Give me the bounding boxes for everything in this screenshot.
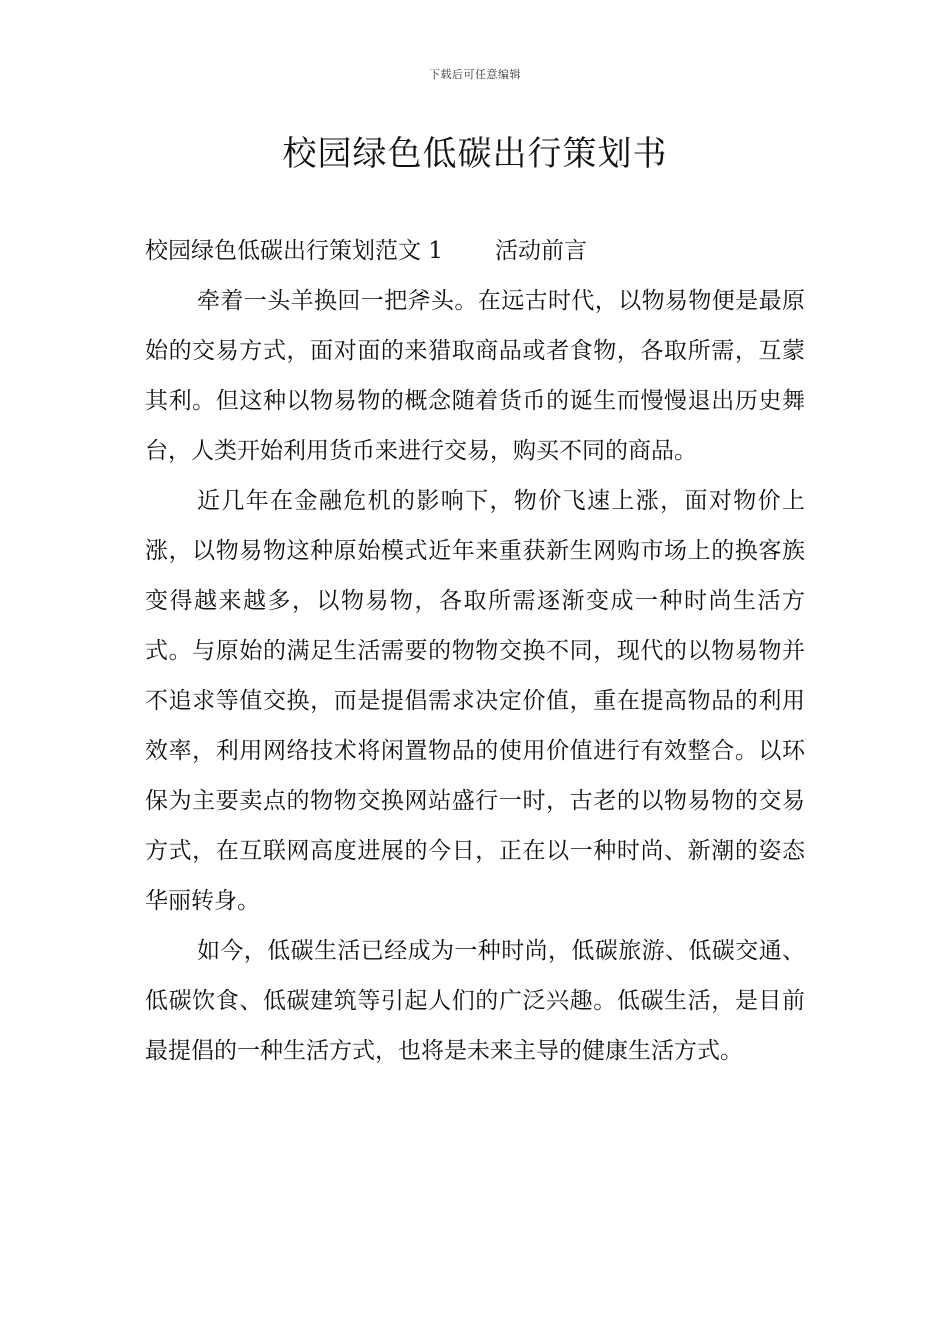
header-note: 下载后可任意编辑 bbox=[429, 68, 521, 81]
paragraph: 如今，低碳生活已经成为一种时尚，低碳旅游、低碳交通、低碳饮食、低碳建筑等引起人们的广泛兴趣。低碳生活，是目前最提倡的一种生活方式，也将是未来主导的健康生活方式。 bbox=[145, 938, 805, 1064]
paragraph: 牵着一头羊换回一把斧头。在远古时代，以物易物便是最原始的交易方式，面对面的来猎取商品或者食物，各取所需，互蒙其利。但这种以物易物的概念随着货币的诞生而慢慢退出历史舞台，人类开始利用货币来进行交易，购买不同的商品。 bbox=[145, 288, 805, 464]
section-heading-right: 活动前言 bbox=[494, 238, 587, 264]
document-body bbox=[145, 226, 805, 1076]
section-heading-line bbox=[145, 226, 805, 276]
paragraph: 近几年在金融危机的影响下，物价飞速上涨，面对物价上涨，以物易物这种原始模式近年来重获新生网购市场上的换客族变得越来越多，以物易物，各取所需逐渐变成一种时尚生活方式。与原始的满足生活需要的物物交换不同，现代的以物易物并不追求等值交换，而是提倡需求决定价值，重在提高物品的利用效率，利用网络技术将闲置物品的使用价值进行有效整合。以环保为主要卖点的物物交换网站盛行一时，古老的以物易物的交易方式，在互联网高度进展的今日，正在以一种时尚、新潮的姿态华丽转身。 bbox=[145, 488, 805, 914]
section-heading-left: 校园绿色低碳出行策划范文 1 bbox=[145, 238, 443, 264]
document-title: 校园绿色低碳出行策划书 bbox=[282, 134, 668, 174]
